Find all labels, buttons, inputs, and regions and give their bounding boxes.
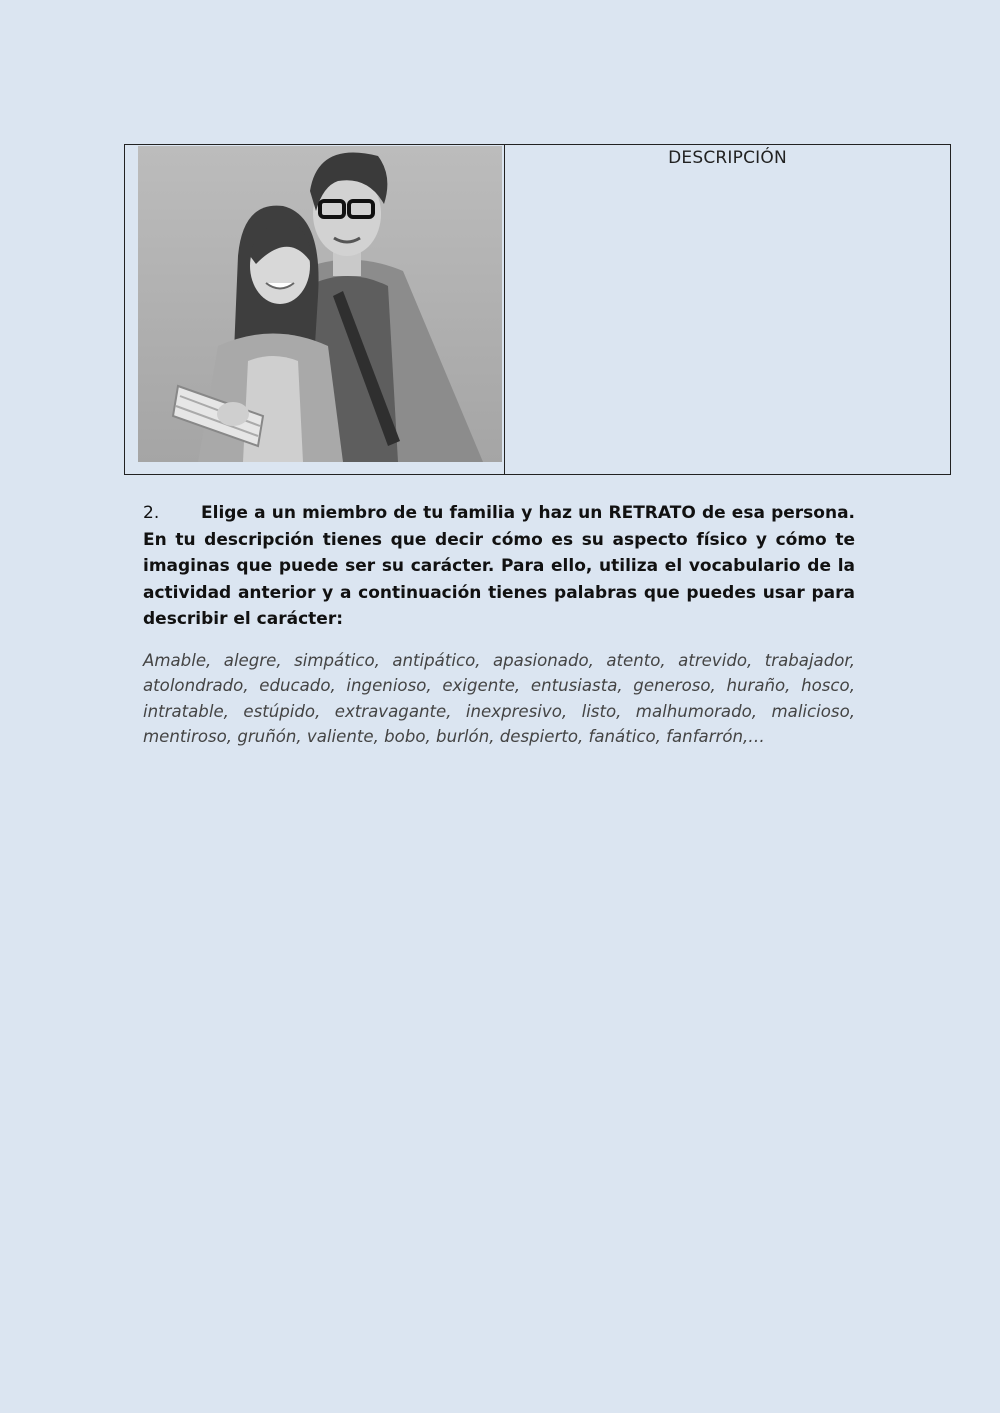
students-photo-drawing [138,146,502,462]
worksheet-table [124,144,951,475]
description-header: DESCRIPCIÓN [668,148,787,168]
question-number: 2. [143,503,160,523]
vocabulary-list: Amable, alegre, simpático, antipático, apasionado, atento, atrevido, trabajador, atolondrado, educado, ingenioso, exigente, entusiasta, generoso, huraño, hosco, intratable, estúpido, extravagante, inexpresivo, listo, malhumorado, malicioso, mentiroso, gruñón, valiente, bobo, burlón, despierto, fanático, fanfarrón,… [143,651,855,746]
question-text: Elige a un miembro de tu familia y haz un RETRATO de esa persona. En tu descripción tienes que decir cómo es su aspecto físico y cómo te imaginas que puede ser su carácter. Para ello, utiliza el vocabulario de la actividad anterior y a continuación tienes palabras que puedes usar para describir el carácter: [143,503,855,629]
question-2 [143,500,855,633]
photo-cell [125,145,505,474]
description-cell [505,145,950,474]
students-photo [138,146,502,462]
